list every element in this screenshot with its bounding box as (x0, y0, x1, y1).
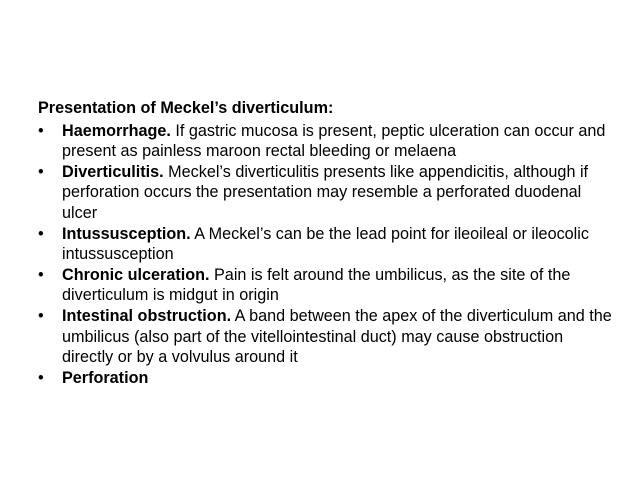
bullet-icon: • (38, 224, 44, 243)
slide-heading: Presentation of Meckel’s diverticulum: (38, 99, 334, 117)
slide-content (38, 98, 618, 388)
bullet-list (38, 121, 618, 389)
bullet-term: Intestinal obstruction. (62, 306, 232, 325)
bullet-icon: • (38, 121, 44, 140)
bullet-icon: • (38, 306, 44, 325)
bullet-text: A band between the apex of the diverticulum and the umbilicus (also part of the vitellointestinal duct) may cause obstruction directly or by a volvulus around it (62, 306, 612, 367)
bullet-term: Intussusception. (62, 224, 191, 243)
bullet-text: Meckel’s diverticulitis presents like appendicitis, although if perforation occurs the presentation may resemble a perforated duodenal ulcer (62, 162, 589, 222)
bullet-item-intussusception (38, 224, 618, 265)
bullet-item-haemorrhage (38, 121, 618, 162)
bullet-text: If gastric mucosa is present, peptic ulceration can occur and present as painless maroon rectal bleeding or melaena (62, 121, 606, 161)
bullet-text: A Meckel’s can be the lead point for ileoileal or ileocolic intussusception (62, 224, 589, 264)
bullet-item-chronic-ulceration (38, 265, 618, 306)
bullet-item-intestinal-obstruction (38, 306, 618, 368)
bullet-icon: • (38, 265, 44, 284)
bullet-text: Pain is felt around the umbilicus, as the site of the diverticulum is midgut in origin (62, 265, 571, 305)
bullet-icon: • (38, 368, 44, 387)
bullet-icon: • (38, 162, 44, 181)
bullet-term: Haemorrhage. (62, 121, 171, 140)
bullet-item-diverticulitis (38, 162, 618, 224)
bullet-term: Chronic ulceration. (62, 265, 210, 284)
bullet-term: Diverticulitis. (62, 162, 164, 181)
bullet-term: Perforation (62, 368, 149, 387)
bullet-item-perforation (38, 368, 618, 389)
